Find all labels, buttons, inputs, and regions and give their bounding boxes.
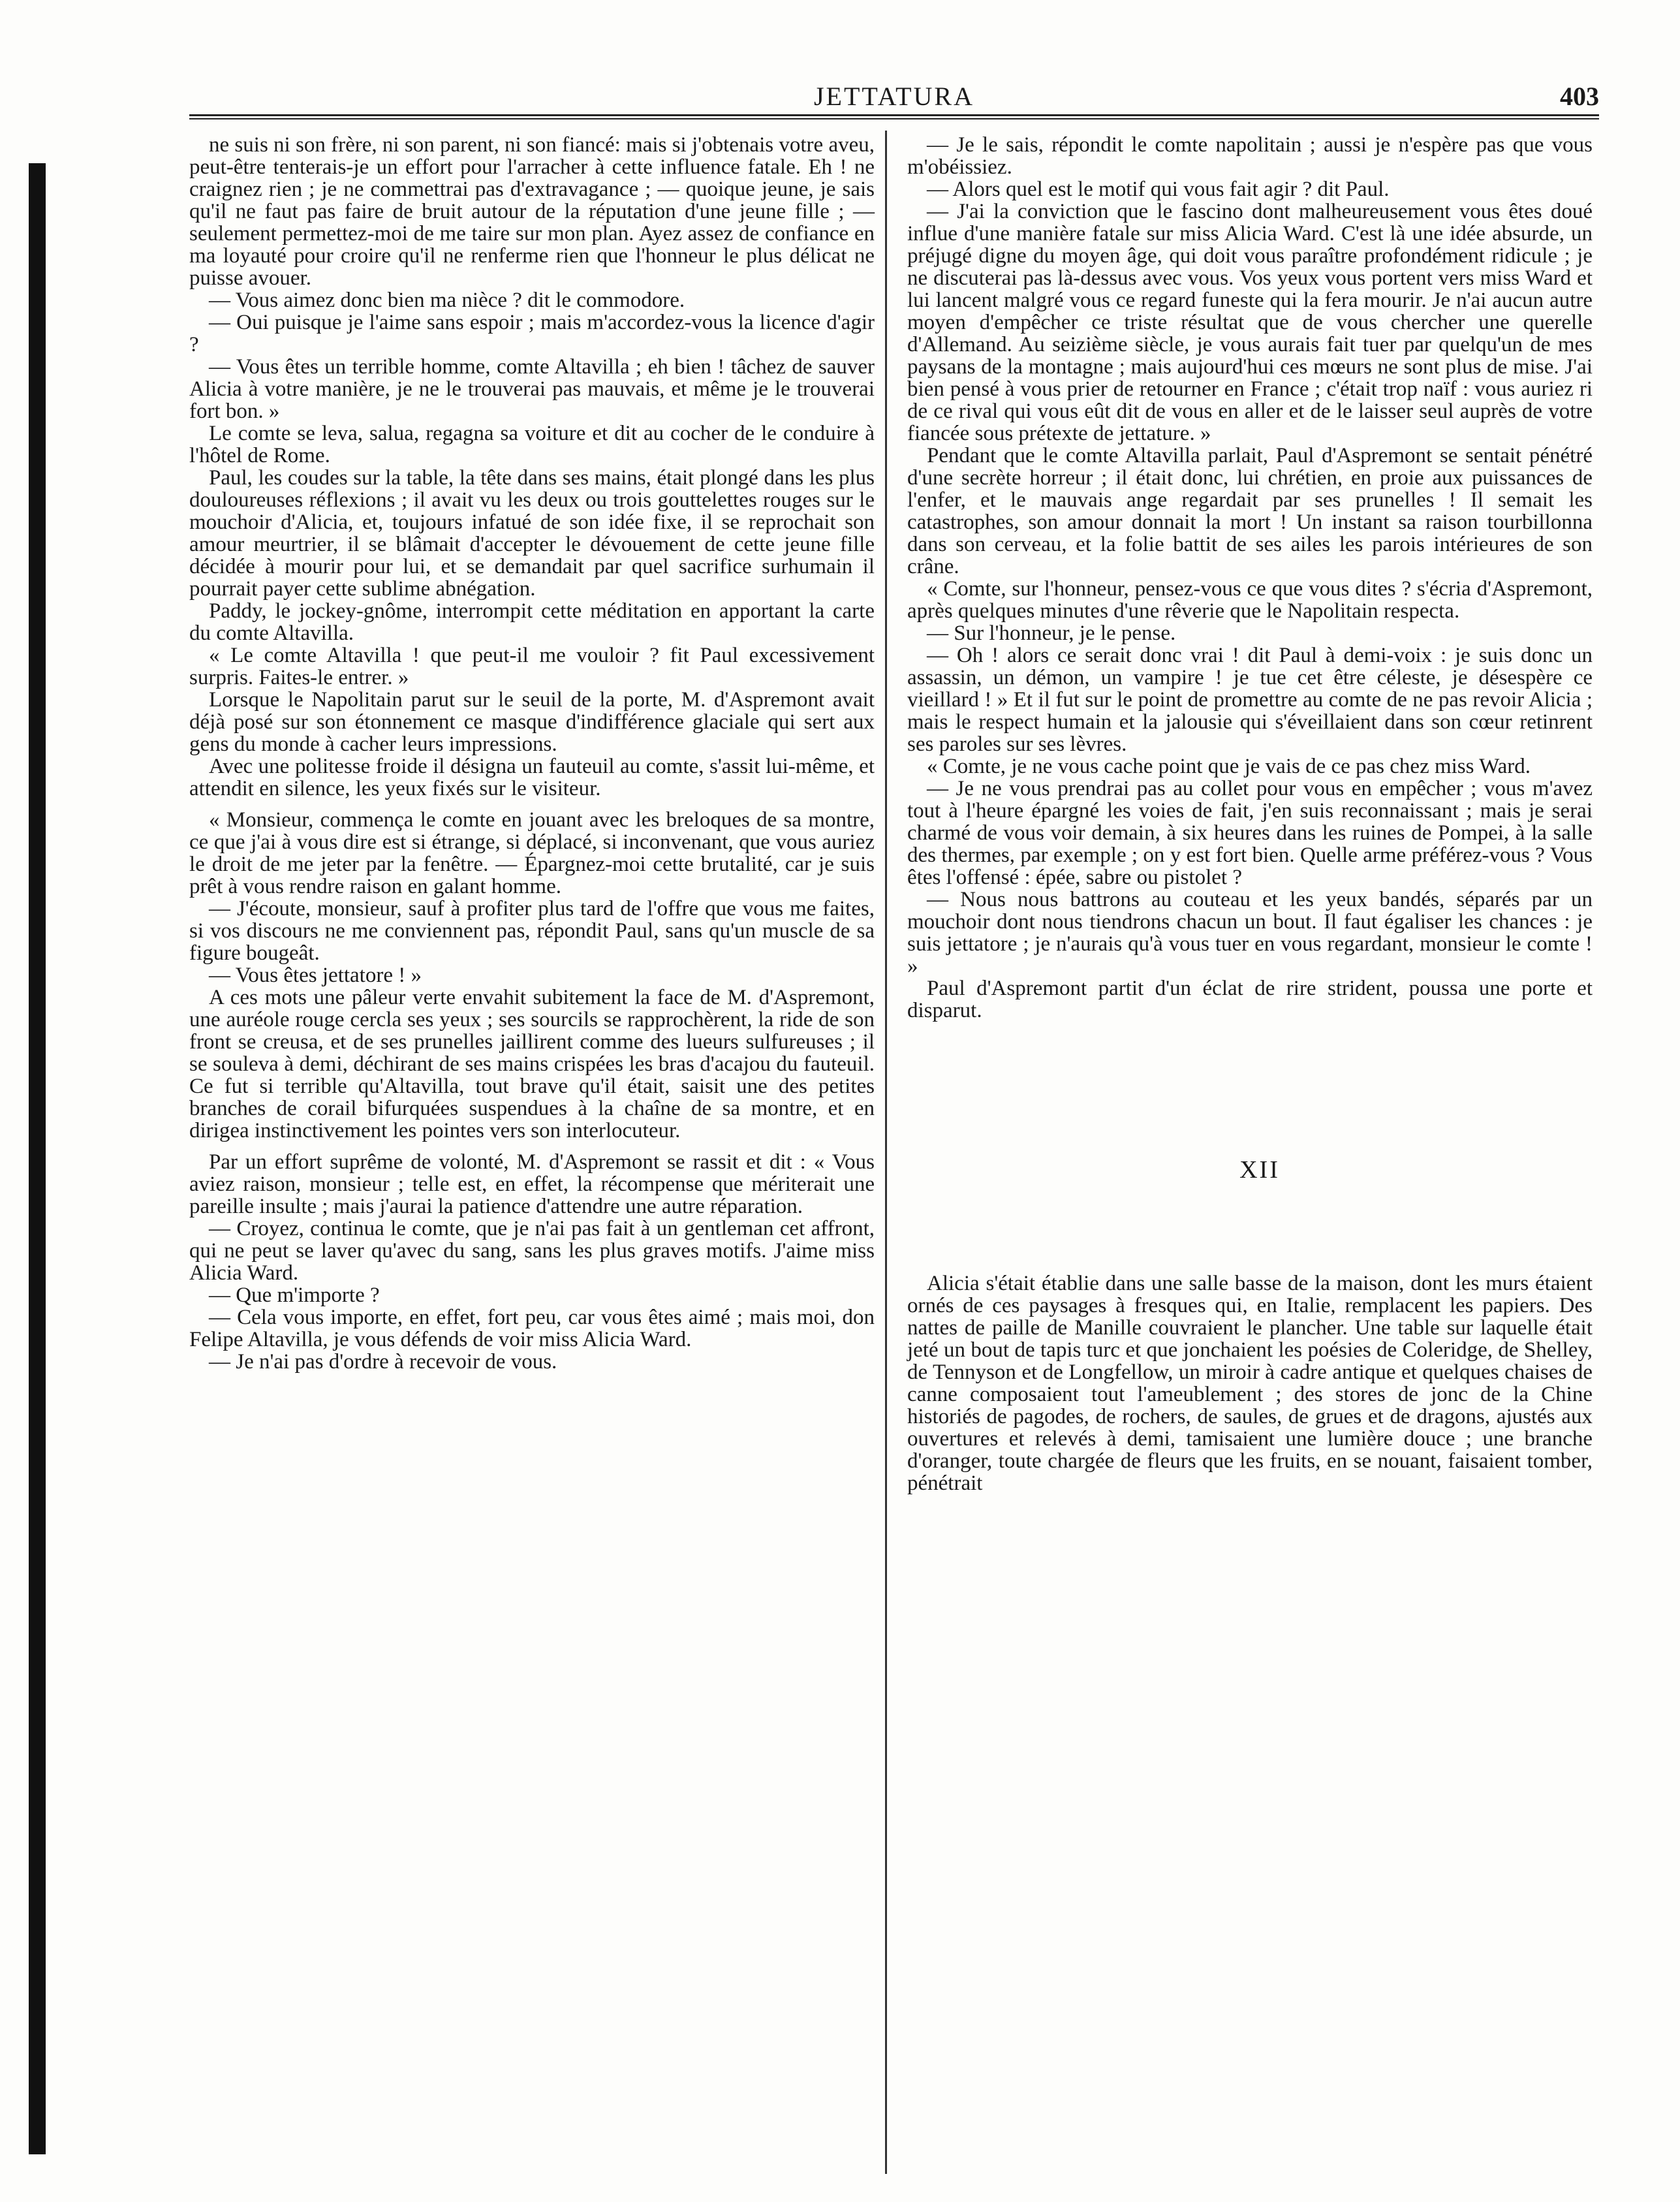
paragraph: — Je ne vous prendrai pas au collet pour vous en empêcher ; vous m'avez tout à l'heure épargné les voies de fait, j'en suis reconnaissant ; mais je serai charmé de vous voir demain, à six heures dans les ruines de Pompei, à la salle des thermes, par exemple ; on y est fort bien. Quelle arme préférez-vous ? Vous êtes l'offensé : épée, sabre ou pistolet ? bbox=[907, 777, 1593, 889]
column-divider bbox=[885, 131, 887, 2174]
paragraph: — Vous aimez donc bien ma nièce ? dit le commodore. bbox=[209, 289, 685, 312]
paragraph: « Comte, sur l'honneur, pensez-vous ce que vous dites ? s'écria d'Aspremont, après quelques minutes d'une rêverie que le Napolitain respecta. bbox=[907, 577, 1593, 623]
paragraph: « Monsieur, commença le comte en jouant avec les breloques de sa montre, ce que j'ai à vous dire est si étrange, si déplacé, si inconvenant, que vous auriez le droit de me jeter par la fenêtre. — Épargnez-moi cette brutalité, car je suis prêt à vous rendre raison en galant homme. bbox=[189, 808, 875, 898]
paragraph: Le comte se leva, salua, regagna sa voiture et dit au cocher de le conduire à l'hôtel de Rome. bbox=[189, 422, 875, 467]
paragraph: Par un effort suprême de volonté, M. d'Aspremont se rassit et dit : « Vous aviez raison, monsieur ; telle est, en effet, la récompense que mériterait une pareille insulte ; mais j'aurai la patience d'attendre une autre réparation. bbox=[189, 1150, 875, 1218]
chapter-spacer bbox=[907, 1181, 1593, 1272]
paragraph: — Que m'importe ? bbox=[209, 1283, 380, 1307]
right-column bbox=[907, 134, 1593, 1494]
paragraph: Paul, les coudes sur la table, la tête dans ses mains, était plongé dans les plus douloureuses réflexions ; il avait vu les deux ou trois gouttelettes rouges sur le mouchoir d'Alicia, et, toujours infatué de son idée fixe, il se reprochait son amour meurtrier, il se blâmait d'accepter le dévouement de cette jeune fille décidée à mourir pour lui, et se demandait par quel sacrifice surhumain il pourrait payer cette sublime abnégation. bbox=[189, 466, 875, 601]
paragraph: ne suis ni son frère, ni son parent, ni son fiancé: mais si j'obtenais votre aveu, peut-être tenterais-je un effort pour l'arracher à cette influence fatale. Eh ! ne craignez rien ; je ne commettrai pas d'extravagance ; — quoique jeune, je sais qu'il ne faut pas faire de bruit autour de la réputation d'une jeune fille ; — seulement permettez-moi de me taire sur mon plan. Ayez assez de confiance en ma loyauté pour croire qu'il ne renferme rien que l'honneur le plus délicat ne puisse avouer. bbox=[189, 133, 875, 290]
paragraph: — Vous êtes un terrible homme, comte Altavilla ; eh bien ! tâchez de sauver Alicia à votre manière, je ne le trouverai pas mauvais, et même je le trouverai fort bon. » bbox=[189, 355, 875, 423]
page-number: 403 bbox=[1560, 82, 1599, 111]
paragraph: Avec une politesse froide il désigna un fauteuil au comte, s'assit lui-même, et attendit en silence, les yeux fixés sur le visiteur. bbox=[189, 755, 875, 800]
header-rule bbox=[189, 114, 1599, 119]
paragraph: — Je le sais, répondit le comte napolitain ; aussi je n'espère pas que vous m'obéissiez. bbox=[907, 133, 1593, 179]
paragraph: Paddy, le jockey-gnôme, interrompit cette méditation en apportant la carte du comte Altavilla. bbox=[189, 599, 875, 645]
running-header bbox=[189, 77, 1599, 116]
paragraph: « Le comte Altavilla ! que peut-il me vouloir ? fit Paul excessivement surpris. Faites-le entrer. » bbox=[189, 644, 875, 689]
paragraph: Lorsque le Napolitain parut sur le seuil de la porte, M. d'Aspremont avait déjà posé sur son étonnement ce masque d'indifférence glaciale qui sert aux gens du monde à cacher leurs impressions. bbox=[189, 688, 875, 756]
binding-edge-shadow bbox=[29, 163, 46, 2154]
paragraph: Alicia s'était établie dans une salle basse de la maison, dont les murs étaient ornés de ces paysages à fresques qui, en Italie, remplacent les papiers. Des nattes de paille de Manille couvraient le plancher. Une table sur laquelle était jeté un bout de tapis turc et que jonchaient les poésies de Coleridge, de Shelley, de Tennyson et de Longfellow, un miroir à cadre antique et quelques chaises de canne composaient tout l'ameublement ; des stores de jonc de la Chine historiés de pagodes, de rochers, de saules, de grues et de dragons, ajustés aux ouvertures et relevés à demi, tamisaient une lumière douce ; une branche d'oranger, toute chargée de fleurs que les fruits, en se nouant, faisaient tomber, pénétrait bbox=[907, 1272, 1593, 1495]
paragraph: Pendant que le comte Altavilla parlait, Paul d'Aspremont se sentait pénétré d'une secrète horreur ; il était donc, lui chrétien, en proie aux puissances de l'enfer, et le mauvais ange regardait par ses prunelles ! Il semait les catastrophes, son amour donnait la mort ! Un instant sa raison tourbillonna dans son cerveau, et la folie battit de ses ailes les parois intérieures de son crâne. bbox=[907, 444, 1593, 578]
paragraph: Paul d'Aspremont partit d'un éclat de rire strident, poussa une porte et disparut. bbox=[907, 977, 1593, 1022]
chapter-number: XII bbox=[1239, 1156, 1280, 1184]
running-title: JETTATURA bbox=[813, 82, 974, 111]
paragraph: « Comte, je ne vous cache point que je vais de ce pas chez miss Ward. bbox=[927, 755, 1531, 778]
paragraph: — Croyez, continua le comte, que je n'ai pas fait à un gentleman cet affront, qui ne peut se laver qu'avec du sang, sans les plus graves motifs. J'aime miss Alicia Ward. bbox=[189, 1217, 875, 1285]
paragraph: — Cela vous importe, en effet, fort peu, car vous êtes aimé ; mais moi, don Felipe Altavilla, je vous défends de voir miss Alicia Ward. bbox=[189, 1306, 875, 1351]
chapter-spacer bbox=[907, 1022, 1593, 1159]
paragraph: — Sur l'honneur, je le pense. bbox=[927, 621, 1176, 645]
paragraph: A ces mots une pâleur verte envahit subitement la face de M. d'Aspremont, une auréole rouge cercla ses yeux ; ses sourcils se rapprochèrent, la ride de son front se creusa, et de ses prunelles jaillirent comme des lueurs sulfureuses ; il se souleva à demi, déchirant de ses mains crispées les bras d'acajou du fauteuil. Ce fut si terrible qu'Altavilla, tout brave qu'il était, saisit une des petites branches de corail bifurquées suspendues à la chaîne de sa montre, et en dirigea instinctivement les pointes vers son interlocuteur. bbox=[189, 986, 875, 1142]
paragraph: — J'ai la conviction que le fascino dont malheureusement vous êtes doué influe d'une manière fatale sur miss Alicia Ward. C'est là une idée absurde, un préjugé digne du moyen âge, qui doit vous paraître profondément ridicule ; je ne discuterai pas là-dessus avec vous. Vos yeux vous portent vers miss Ward et lui lancent malgré vous ce regard funeste qui la fera mourir. Je n'ai aucun autre moyen d'empêcher ce triste résultat que de vous chercher une querelle d'Allemand. Au seizième siècle, je vous aurais fait tuer par quelqu'un de mes paysans de la montagne ; mais aujourd'hui ces mœurs ne sont plus de mise. J'ai bien pensé à vous prier de retourner en France ; c'était trop naïf : vous auriez ri de ce rival qui vous eût dit de vous en aller et de le laisser seul auprès de votre fiancée sous prétexte de jettature. » bbox=[907, 200, 1593, 445]
paragraph: — Oui puisque je l'aime sans espoir ; mais m'accordez-vous la licence d'agir ? bbox=[189, 311, 875, 356]
paragraph: — Oh ! alors ce serait donc vrai ! dit Paul à demi-voix : je suis donc un assassin, un démon, un vampire ! je tue cet être céleste, je désespère ce vieillard ! » Et il fut sur le point de promettre au comte de ne pas revoir Alicia ; mais le respect humain et la jalousie qui s'éveillaient dans son cœur retinrent ses paroles sur ses lèvres. bbox=[907, 644, 1593, 756]
left-column bbox=[189, 134, 875, 1373]
paragraph: — Vous êtes jettatore ! » bbox=[209, 964, 422, 987]
paragraph: — Nous nous battrons au couteau et les yeux bandés, séparés par un mouchoir dont nous tiendrons chacun un bout. Il faut égaliser les chances : je suis jettatore ; je n'aurais qu'à vous tuer en vous regardant, monsieur le comte ! » bbox=[907, 888, 1593, 978]
paragraph: — J'écoute, monsieur, sauf à profiter plus tard de l'offre que vous me faites, si vos discours ne me conviennent pas, répondit Paul, sans qu'un muscle de sa figure bougeât. bbox=[189, 897, 875, 965]
paragraph: — Je n'ai pas d'ordre à recevoir de vous. bbox=[209, 1350, 557, 1374]
paragraph: — Alors quel est le motif qui vous fait agir ? dit Paul. bbox=[927, 178, 1390, 201]
